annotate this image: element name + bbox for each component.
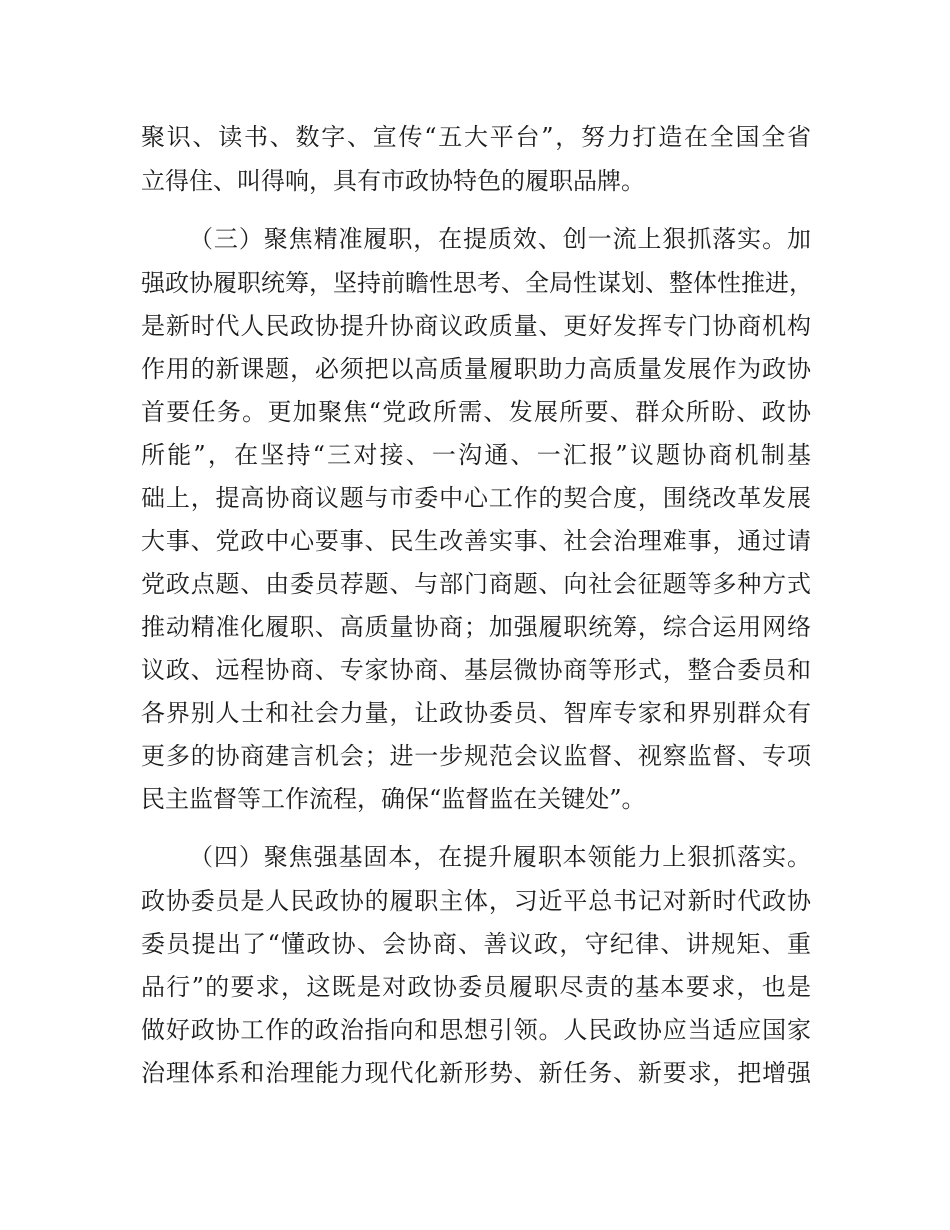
text-line: 首要任务。更加聚焦“党政所需、发展所要、群众所盼、政协: [141, 398, 811, 426]
text-line: 议政、远程协商、专家协商、基层微协商等形式，整合委员和: [141, 656, 811, 684]
text-line: 聚识、读书、数字、宣传“五大平台”，努力打造在全国全省: [141, 123, 811, 151]
text-line: 委员提出了“懂政协、会协商、善议政，守纪律、讲规矩、重: [141, 930, 811, 958]
text-line: 推动精准化履职、高质量协商；加强履职统筹，综合运用网络: [141, 613, 811, 641]
text-line: 是新时代人民政协提升协商议政质量、更好发挥专门协商机构: [141, 312, 811, 340]
text-line: 做好政协工作的政治指向和思想引领。人民政协应当适应国家: [141, 1016, 811, 1044]
text-line: 政协委员是人民政协的履职主体，习近平总书记对新时代政协: [141, 887, 811, 915]
text-line: 大事、党政中心要事、民生改善实事、社会治理难事，通过请: [141, 527, 811, 555]
paragraph-heading-line: （三）聚焦精准履职，在提质效、创一流上狠抓落实。加: [189, 225, 811, 253]
text-line: 各界别人士和社会力量，让政协委员、智库专家和界别群众有: [141, 699, 811, 727]
text-line: 础上，提高协商议题与市委中心工作的契合度，围绕改革发展: [141, 484, 811, 512]
text-line: 所能”，在坚持“三对接、一沟通、一汇报”议题协商机制基: [141, 441, 811, 469]
text-line: 更多的协商建言机会；进一步规范会议监督、视察监督、专项: [141, 742, 811, 770]
text-line: 民主监督等工作流程，确保“监督监在关键处”。: [141, 785, 646, 813]
text-line: 品行”的要求，这既是对政协委员履职尽责的基本要求，也是: [141, 973, 811, 1001]
text-line: 作用的新课题，必须把以高质量履职助力高质量发展作为政协: [141, 355, 811, 383]
text-line: 强政协履职统筹，坚持前瞻性思考、全局性谋划、整体性推进，: [141, 269, 813, 297]
paragraph-heading-line: （四）聚焦强基固本，在提升履职本领能力上狠抓落实。: [189, 843, 811, 871]
text-line: 治理体系和治理能力现代化新形势、新任务、新要求，把增强: [141, 1059, 811, 1087]
text-line: 立得住、叫得响，具有市政协特色的履职品牌。: [141, 167, 645, 195]
text-line: 党政点题、由委员荐题、与部门商题、向社会征题等多种方式: [141, 570, 811, 598]
